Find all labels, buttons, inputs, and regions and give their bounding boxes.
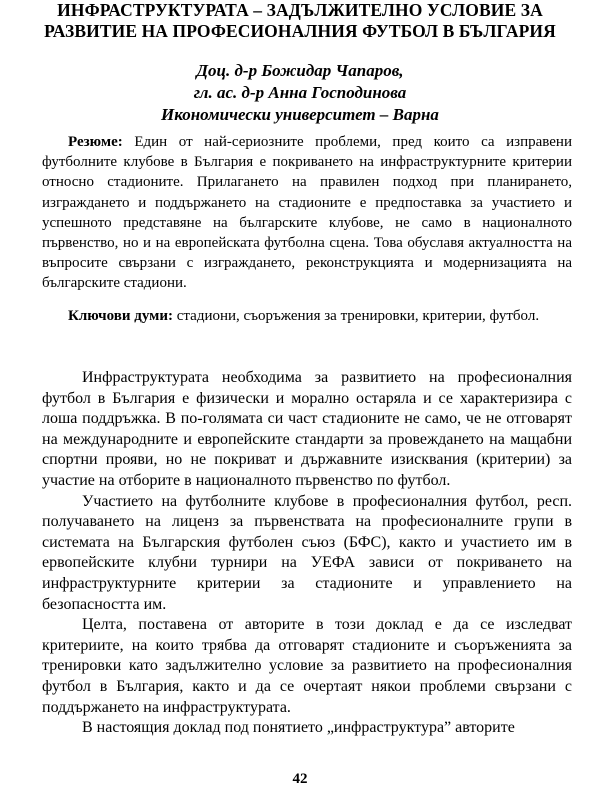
- abstract: [42, 132, 572, 294]
- author-2: гл. ас. д-р Анна Господинова: [193, 83, 407, 102]
- page-number: 42: [292, 771, 308, 787]
- abstract-label: Резюме:: [68, 134, 123, 150]
- authors-block: [40, 60, 560, 126]
- affiliation: Икономически университет – Варна: [161, 105, 439, 124]
- keywords: [42, 306, 572, 327]
- keywords-text: стадиони, съоръжения за тренировки, критерии, футбол.: [176, 308, 540, 324]
- body-paragraph-2: Участието на футболните клубове в професионалния футбол, респ. получаването на лиценз за първенствата на професионалните групи в системата на Българския футболен съюз (БФС), както и участието им в ервопейските клубни турнири на УЕФА зависи от покриването на инфраструктурните критерии за стадионите и управлението на безопасността им.: [42, 492, 572, 613]
- paper-title: [6, 0, 594, 42]
- keywords-label: Ключови думи:: [68, 308, 174, 324]
- abstract-text: Един от най-сериозните проблеми, пред които са изправени футболните клубове в България е покриването на инфраструктурните критерии относно стадионите. Прилагането на правилен подход при планирането, изграждането и поддържането на стадионите е предпоставка за участието и успешното представяне на българските клубове, не само в националното първенство, но и на европейската футболна сцена. Това обуславя актуалността на въпросите свързани с изграждането, реконструкцията и модернизацията на българските стадиони.: [42, 134, 572, 292]
- title-line-2: РАЗВИТИЕ НА ПРОФЕСИОНАЛНИЯ ФУТБОЛ В БЪЛГАРИЯ: [44, 21, 556, 41]
- title-line-1: ИНФРАСТРУКТУРАТА – ЗАДЪЛЖИТЕЛНО УСЛОВИЕ ЗА: [57, 0, 543, 20]
- author-1: Доц. д-р Божидар Чапаров,: [196, 61, 404, 80]
- body-paragraph-1: Инфраструктурата необходима за развитието на професионалния футбол в България е физически и морално остаряла и се характеризира с лоша поддръжка. В по-голямата си част стадионите не само, че не отговарят на международните и европейските стандарти за провеждането на мащабни спортни прояви, но не покриват и държавните изисквания (критерии) за участие на отборите в националното първенство по футбол.: [42, 369, 572, 489]
- body-paragraph-3: Целта, поставена от авторите в този доклад е да се изследват критериите, на които трябва да отговарят стадионите и съоръженията за тренировки като задължително условие за развитието на професионалния футбол в България, както и да се очертаят някои проблеми свързани с поддържането на инфраструктурата.: [42, 616, 572, 716]
- body-paragraph-4: В настоящия доклад под понятието „инфраструктура” авторите: [82, 719, 515, 737]
- body-text: [42, 368, 572, 739]
